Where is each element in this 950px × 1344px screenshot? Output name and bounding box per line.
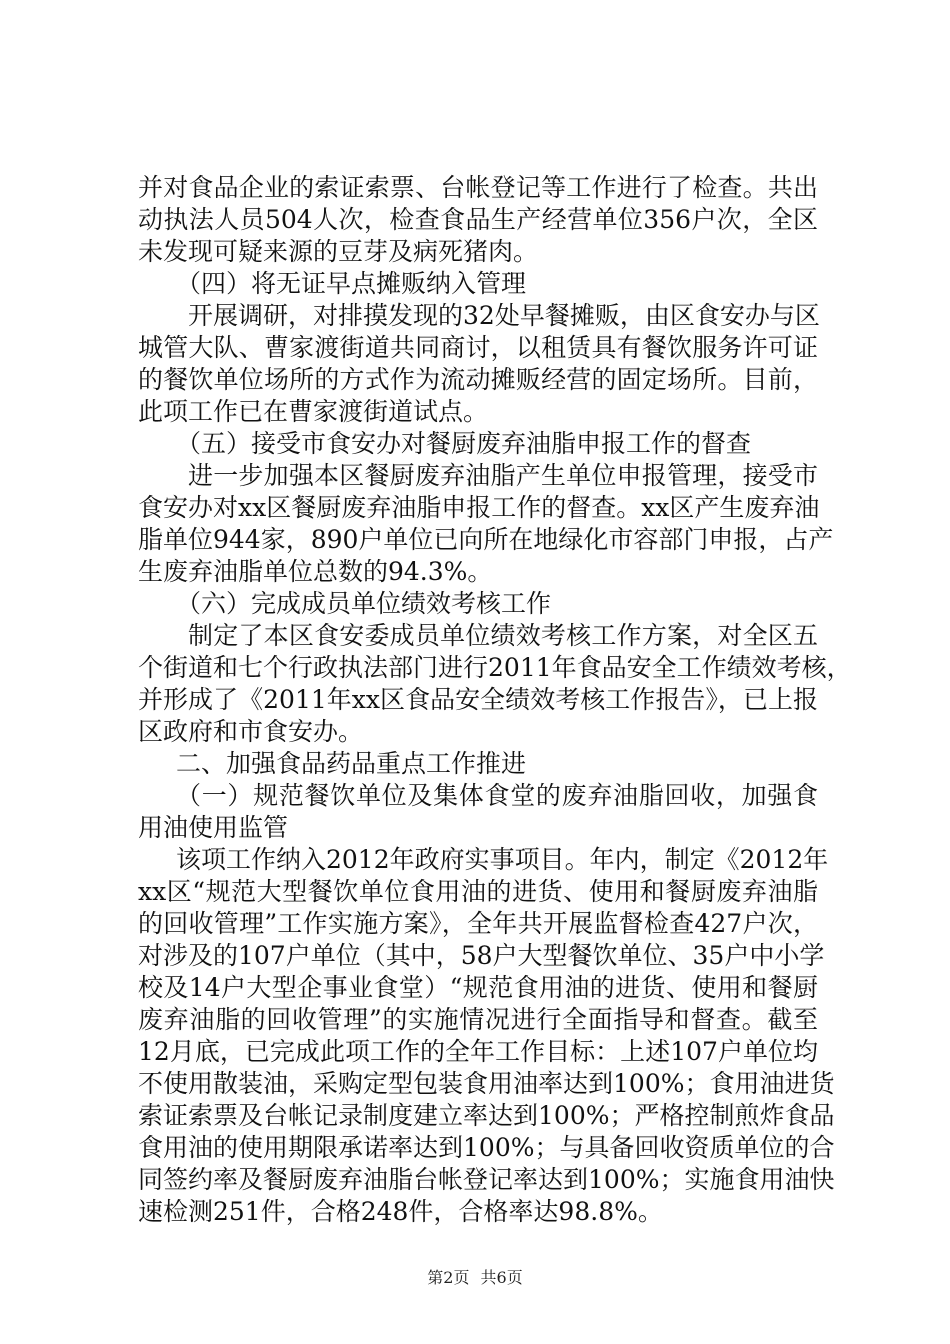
text-line: 制定了本区食安委成员单位绩效考核工作方案，对全区五 <box>188 621 818 650</box>
text-line: 同签约率及餐厨废弃油脂台帐登记率达到100%；实施食用油快 <box>138 1165 835 1194</box>
text-line: 并形成了《2011年xx区食品安全绩效考核工作报告》，已上报 <box>138 685 818 714</box>
text-line: 此项工作已在曹家渡街道试点。 <box>138 397 489 426</box>
text-line: 未发现可疑来源的豆芽及病死猪肉。 <box>138 237 539 266</box>
section-heading: 二、加强食品药品重点工作推进 <box>176 749 527 778</box>
text-line: 脂单位944家，890户单位已向所在地绿化市容部门申报，占产 <box>138 525 834 554</box>
text-line: 生废弃油脂单位总数的94.3%。 <box>138 557 493 586</box>
section-heading: （六）完成成员单位绩效考核工作 <box>176 589 552 618</box>
text-line: 进一步加强本区餐厨废弃油脂产生单位申报管理，接受市 <box>188 461 818 490</box>
page-number: 第2页 <box>427 1268 470 1287</box>
text-line: xx区“规范大型餐饮单位食用油的进货、使用和餐厨废弃油脂 <box>138 877 818 906</box>
section-heading: 用油使用监管 <box>138 813 289 842</box>
text-line: 并对食品企业的索证索票、台帐登记等工作进行了检查。共出 <box>138 173 818 202</box>
text-line: 开展调研，对排摸发现的32处早餐摊贩，由区食安办与区 <box>188 301 820 330</box>
text-line: 食用油的使用期限承诺率达到100%；与具备回收资质单位的合 <box>138 1133 835 1162</box>
text-line: 的回收管理”工作实施方案》，全年共开展监督检查427户次， <box>138 909 818 938</box>
text-line: 城管大队、曹家渡街道共同商讨，以租赁具有餐饮服务许可证 <box>138 333 818 362</box>
text-line: 区政府和市食安办。 <box>138 717 364 746</box>
section-heading: （四）将无证早点摊贩纳入管理 <box>176 269 527 298</box>
page-total: 共6页 <box>480 1268 523 1287</box>
text-line: 个街道和七个行政执法部门进行2011年食品安全工作绩效考核， <box>138 653 852 682</box>
section-heading: （五）接受市食安办对餐厨废弃油脂申报工作的督查 <box>176 429 752 458</box>
text-line: 索证索票及台帐记录制度建立率达到100%；严格控制煎炸食品 <box>138 1101 835 1130</box>
text-line: 对涉及的107户单位（其中，58户大型餐饮单位、35户中小学 <box>138 941 825 970</box>
text-line: 动执法人员504人次，检查食品生产经营单位356户次，全区 <box>138 205 818 234</box>
document-body <box>138 172 852 1228</box>
text-line: 不使用散装油，采购定型包装食用油率达到100%；食用油进货 <box>138 1069 835 1098</box>
text-line: 校及14户大型企事业食堂）“规范食用油的进货、使用和餐厨 <box>138 973 818 1002</box>
section-heading: （一）规范餐饮单位及集体食堂的废弃油脂回收，加强食 <box>176 781 818 810</box>
text-line: 废弃油脂的回收管理”的实施情况进行全面指导和督查。截至 <box>138 1005 818 1034</box>
text-line: 速检测251件，合格248件，合格率达98.8%。 <box>138 1197 663 1226</box>
text-line: 的餐饮单位场所的方式作为流动摊贩经营的固定场所。目前， <box>138 365 818 394</box>
text-line: 食安办对xx区餐厨废弃油脂申报工作的督查。xx区产生废弃油 <box>138 493 820 522</box>
text-line: 该项工作纳入2012年政府实事项目。年内，制定《2012年 <box>176 845 829 874</box>
page-footer <box>0 1268 950 1288</box>
text-line: 12月底，已完成此项工作的全年工作目标：上述107户单位均 <box>138 1037 818 1066</box>
